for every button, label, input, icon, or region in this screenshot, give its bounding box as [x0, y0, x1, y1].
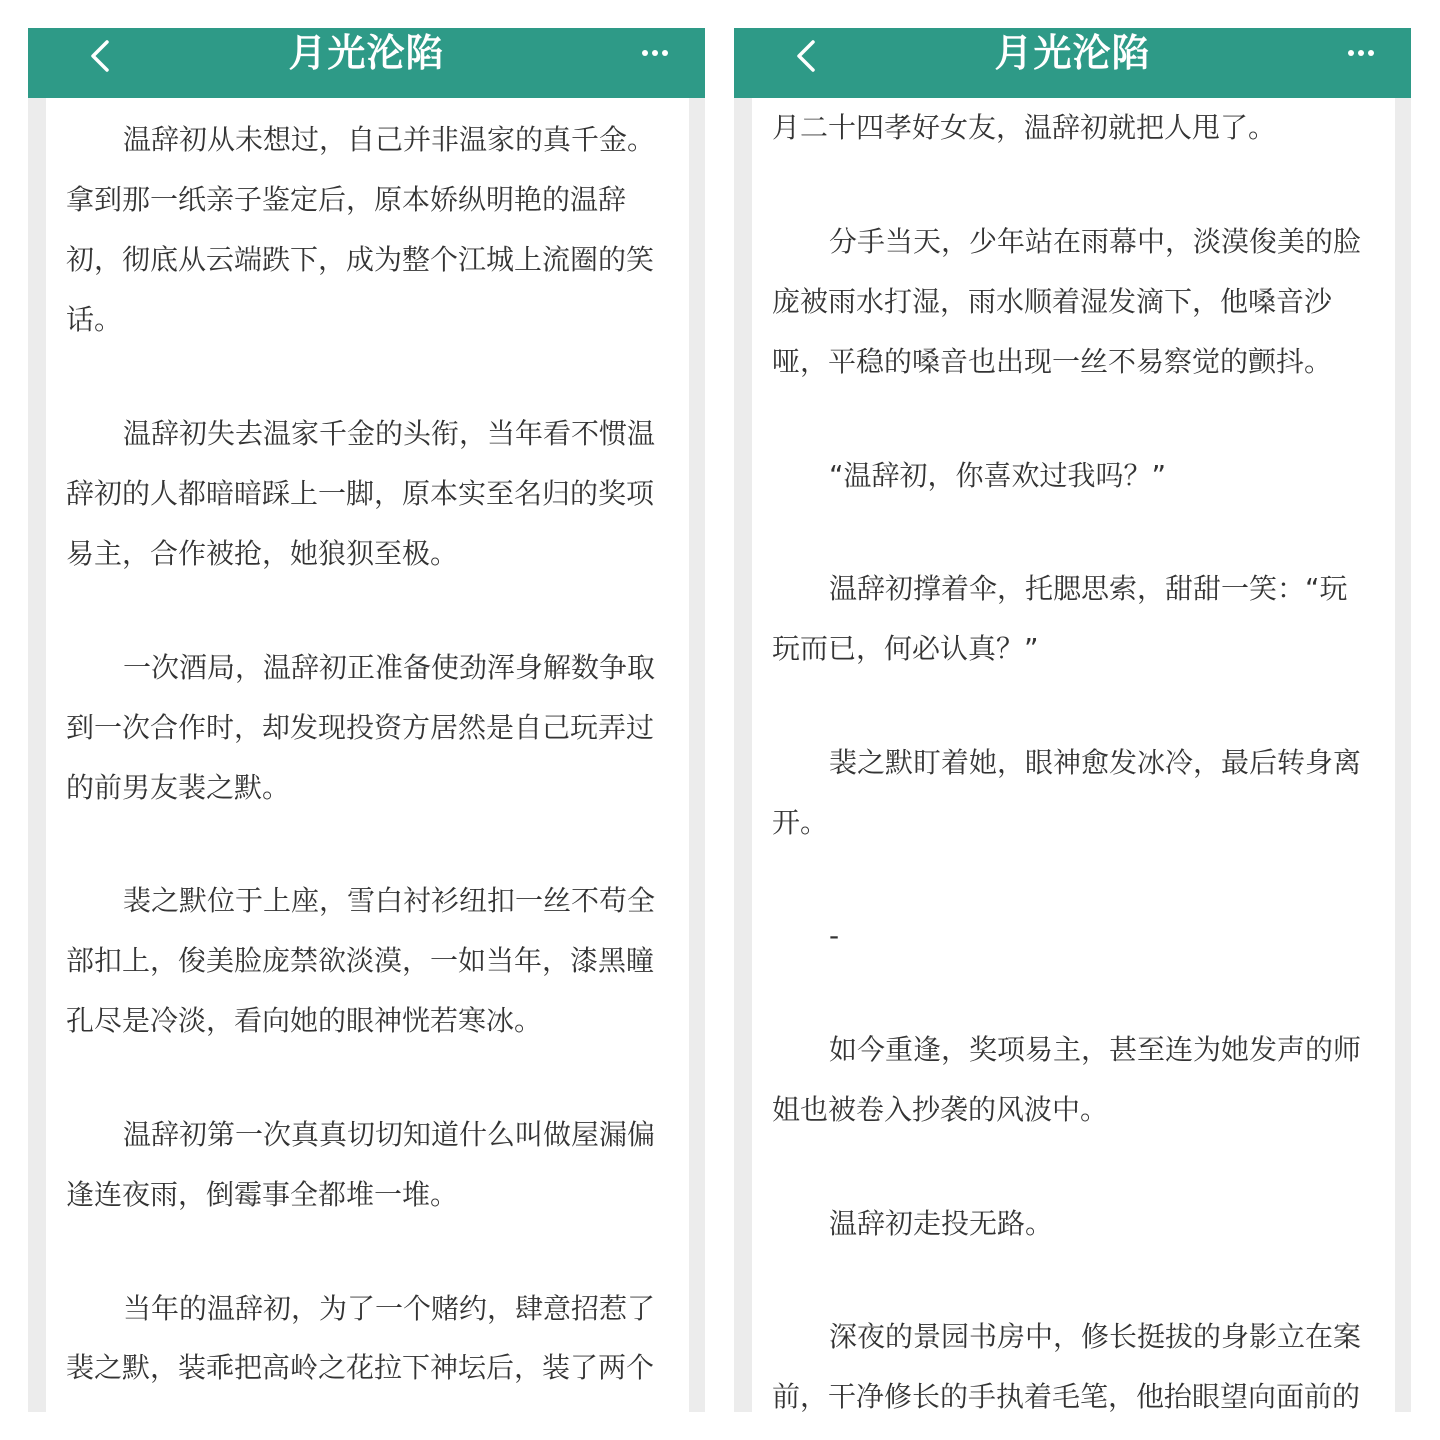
text-line: 温辞初第一次真真切切知道什么叫做屋漏偏 — [123, 1118, 656, 1151]
reader-panel-left — [28, 28, 705, 1412]
page-title: 月光沦陷 — [288, 31, 445, 75]
reader-panel-right — [734, 28, 1411, 1412]
text-line: 开。 — [772, 806, 829, 839]
text-line: 裴之默位于上座，雪白衬衫纽扣一丝不苟全 — [123, 884, 656, 917]
text-line: “温辞初，你喜欢过我吗？” — [829, 459, 1167, 492]
text-line: 裴之默，装乖把高岭之花拉下神坛后，装了两个 — [66, 1351, 655, 1384]
text-line: 孔尽是冷淡，看向她的眼神恍若寒冰。 — [66, 1004, 543, 1037]
text-line: 部扣上，俊美脸庞禁欲淡漠，一如当年，漆黑瞳 — [66, 944, 655, 977]
text-line: 裴之默盯着她，眼神愈发冰冷，最后转身离 — [829, 746, 1362, 779]
text-line: 当年的温辞初，为了一个赌约，肆意招惹了 — [123, 1292, 656, 1325]
text-line: 初，彻底从云端跌下，成为整个江城上流圈的笑 — [66, 243, 655, 276]
more-dots-icon — [642, 50, 648, 56]
text-line: 庞被雨水打湿，雨水顺着湿发滴下，他嗓音沙 — [772, 285, 1333, 318]
text-line: 一次酒局，温辞初正准备使劲浑身解数争取 — [123, 651, 656, 684]
text-line: 前，干净修长的手执着毛笔，他抬眼望向面前的 — [772, 1380, 1361, 1412]
more-button[interactable] — [635, 38, 675, 68]
text-line: 到一次合作时，却发现投资方居然是自己玩弄过 — [66, 711, 655, 744]
page-title: 月光沦陷 — [994, 31, 1151, 75]
more-dots-icon — [1348, 50, 1354, 56]
text-line: 逢连夜雨，倒霉事全都堆一堆。 — [66, 1178, 459, 1211]
content-card — [752, 98, 1395, 1412]
text-line: 如今重逢，奖项易主，甚至连为她发声的师 — [829, 1033, 1362, 1066]
text-line: 玩而已，何必认真？” — [772, 632, 1039, 665]
text-line: 分手当天，少年站在雨幕中，淡漠俊美的脸 — [829, 225, 1362, 258]
text-line: 辞初的人都暗暗踩上一脚，原本实至名归的奖项 — [66, 477, 655, 510]
text-line: 拿到那一纸亲子鉴定后，原本娇纵明艳的温辞 — [66, 183, 627, 216]
text-line: 深夜的景园书房中，修长挺拔的身影立在案 — [829, 1320, 1362, 1353]
top-bar — [734, 28, 1411, 98]
text-line: 哑，平稳的嗓音也出现一丝不易察觉的颤抖。 — [772, 345, 1333, 378]
text-line: 易主，合作被抢，她狼狈至极。 — [66, 537, 459, 570]
text-line: 的前男友裴之默。 — [66, 771, 291, 804]
text-line: 温辞初失去温家千金的头衔，当年看不惯温 — [123, 417, 656, 450]
text-line: 温辞初从未想过，自己并非温家的真千金。 — [123, 123, 656, 156]
text-line: 月二十四孝好女友，温辞初就把人甩了。 — [772, 111, 1277, 144]
text-line: 话。 — [66, 303, 123, 336]
top-bar — [28, 28, 705, 98]
text-line: 温辞初撑着伞，托腮思索，甜甜一笑：“玩 — [829, 572, 1348, 605]
more-button[interactable] — [1341, 38, 1381, 68]
text-line: - — [829, 919, 840, 952]
content-card — [46, 98, 689, 1412]
text-line: 姐也被卷入抄袭的风波中。 — [772, 1093, 1109, 1126]
text-line: 温辞初走投无路。 — [829, 1207, 1054, 1240]
